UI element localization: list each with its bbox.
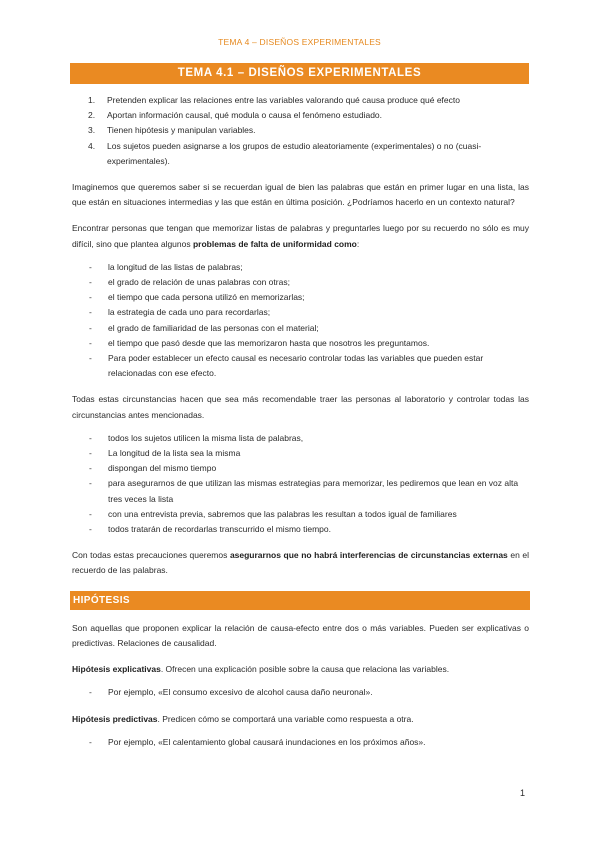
list-item: - el tiempo que pasó desde que las memorizaron hasta que nosotros les preguntamos. [72,336,529,351]
paragraph-hipotesis-definition: Son aquellas que proponen explicar la relación de causa-efecto entre dos o más variables. Pueden ser explicativas o predictivas. Relaciones de causalidad. [72,622,529,648]
list-item: - el grado de familiaridad de las personas con el material; [72,321,529,336]
dash-bullet: - [89,322,92,333]
dash-bullet: - [89,292,92,303]
dash-bullet: - [89,736,92,747]
list-item: - La longitud de la lista sea la misma [72,446,529,461]
list-item: - el tiempo que cada persona utilizó en memorizarlas; [72,290,529,305]
list-item: 4. Los sujetos pueden asignarse a los grupos de estudio aleatoriamente (experimentales) o no (cuasi-experimentales). [88,140,482,166]
dash-bullet: - [89,478,92,489]
list-item: - para asegurarnos de que utilizan las mismas estrategias para memorizar, les pediremos que lean en voz alta tres veces la lista [89,478,519,504]
example-list-predictivas [72,735,529,750]
problems-list [72,260,529,382]
example-list-explicativas [72,685,529,700]
dash-bullet: - [89,508,92,519]
list-item: - todos tratarán de recordarlas transcurrido el mismo tiempo. [72,522,529,537]
paragraph-intro: Imaginemos que queremos saber si se recuerdan igual de bien las palabras que están en primer lugar en una lista, las que están en situaciones intermedias y las que están en última posición. ¿Podríamos hacerlo en un contexto natural? [72,182,529,208]
paragraph-hipotesis-explicativas: Hipótesis explicativas. Ofrecen una explicación posible sobre la causa que relaciona las variables. [72,664,450,675]
page-title: TEMA 4.1 – DISEÑOS EXPERIMENTALES [70,63,529,84]
dash-bullet: - [89,448,92,459]
list-item: - con una entrevista previa, sabremos que las palabras les resultan a todos igual de familiares [72,507,529,522]
list-item: - Por ejemplo, «El consumo excesivo de alcohol causa daño neuronal». [72,685,529,700]
paragraph-laboratory: Todas estas circunstancias hacen que sea más recomendable traer las personas al laboratorio y controlar todas las circunstancias antes mencionadas. [72,394,529,420]
paragraph-problems: Encontrar personas que tengan que memorizar listas de palabras y preguntarles luego por su recuerdo no sólo es muy difícil, sino que plantea algunos problemas de falta de uniformidad como: [72,223,529,249]
running-header: TEMA 4 – DISEÑOS EXPERIMENTALES [218,37,381,47]
paragraph-hipotesis-predictivas: Hipótesis predictivas. Predicen cómo se comportará una variable como respuesta a otra. [72,713,414,724]
list-item: 1. Pretenden explicar las relaciones entre las variables valorando qué causa produce qué efecto [88,95,460,105]
controls-list [72,431,529,537]
list-item: 2. Aportan información causal, qué modula o causa el fenómeno estudiado. [88,110,383,121]
document-body [72,93,529,750]
list-item: - la longitud de las listas de palabras; [72,260,529,275]
dash-bullet: - [89,463,92,474]
list-item: - Para poder establecer un efecto causal es necesario controlar todas las variables que pueden estar relacionadas con ese efecto. [89,353,484,379]
page-number: 1 [519,788,525,798]
dash-bullet: - [89,277,92,288]
list-item: - Por ejemplo, «El calentamiento global causará inundaciones en los próximos años». [72,735,529,750]
paragraph-precautions: Con todas estas precauciones queremos asegurarnos que no habrá interferencias de circunstancias externas en el recuerdo de las palabras. [72,550,529,576]
dash-bullet: - [89,353,92,364]
section-heading-hipotesis: HIPÓTESIS [70,591,530,610]
list-item: - el grado de relación de unas palabras con otras; [72,275,529,290]
dash-bullet: - [89,307,92,318]
list-item: 3. Tienen hipótesis y manipulan variables. [88,125,256,136]
dash-bullet: - [89,261,92,272]
dash-bullet: - [89,337,92,348]
list-item: - dispongan del mismo tiempo [72,461,529,476]
dash-bullet: - [89,432,92,443]
dash-bullet: - [89,524,92,535]
list-item: - todos los sujetos utilicen la misma lista de palabras, [72,431,529,446]
dash-bullet: - [89,687,92,698]
intro-numbered-list [72,93,529,169]
list-item: - la estrategia de cada uno para recordarlas; [72,305,529,320]
